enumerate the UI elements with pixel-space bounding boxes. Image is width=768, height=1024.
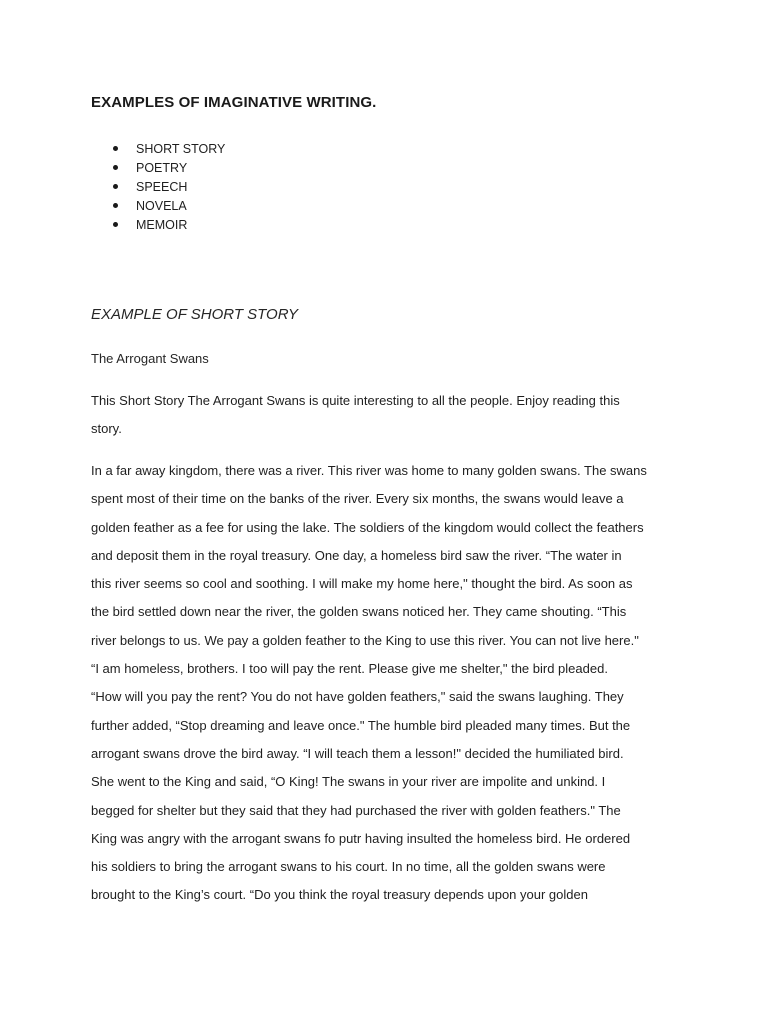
story-title: The Arrogant Swans — [91, 351, 209, 366]
story-paragraph — [91, 461, 691, 914]
list-item-label: SHORT STORY — [136, 142, 226, 156]
text-line: brought to the King’s court. “Do you think the royal treasury depends upon your golden — [91, 887, 588, 903]
text-line: “I am homeless, brothers. I too will pay the rent. Please give me shelter," the bird pleaded. — [91, 661, 608, 677]
bullet-icon — [113, 184, 118, 189]
bullet-icon — [113, 203, 118, 208]
intro-paragraph — [91, 391, 691, 448]
text-line: further added, “Stop dreaming and leave once." The humble bird pleaded many times. But the — [91, 717, 631, 733]
text-line: his soldiers to bring the arrogant swans to his court. In no time, all the golden swans were — [91, 859, 606, 875]
bullet-icon — [113, 165, 118, 170]
bullet-icon — [113, 222, 118, 227]
list-item-label: MEMOIR — [136, 218, 188, 232]
document-heading: EXAMPLES OF IMAGINATIVE WRITING. — [91, 94, 377, 111]
text-line: the bird settled down near the river, the golden swans noticed her. They came shouting. “This — [91, 604, 627, 620]
text-line: river belongs to us. We pay a golden feather to the King to use this river. You can not live here." — [91, 632, 639, 648]
list-item-label: SPEECH — [136, 180, 188, 194]
text-line: She went to the King and said, “O King! The swans in your river are impolite and unkind. I — [91, 774, 606, 790]
text-line: begged for shelter but they said that they had purchased the river with golden feathers." The — [91, 802, 621, 818]
list-item-label: POETRY — [136, 161, 188, 175]
text-line: story. — [91, 421, 122, 437]
text-line: King was angry with the arrogant swans fo putr having insulted the homeless bird. He ordered — [91, 830, 631, 846]
text-line: arrogant swans drove the bird away. “I will teach them a lesson!" decided the humiliated bird. — [91, 745, 624, 761]
text-line: this river seems so cool and soothing. I will make my home here," thought the bird. As soon as — [91, 576, 633, 592]
text-line: “How will you pay the rent? You do not have golden feathers," said the swans laughing. They — [91, 689, 624, 705]
text-line: golden feather as a fee for using the lake. The soldiers of the kingdom would collect the feathers — [91, 519, 644, 535]
bullet-icon — [113, 146, 118, 151]
text-line: and deposit them in the royal treasury. One day, a homeless bird saw the river. “The water in — [91, 547, 622, 563]
list-item-label: NOVELA — [136, 199, 187, 213]
text-line: This Short Story The Arrogant Swans is quite interesting to all the people. Enjoy reading this — [91, 393, 620, 408]
text-line: spent most of their time on the banks of the river. Every six months, the swans would leave a — [91, 491, 624, 507]
text-line: In a far away kingdom, there was a river. This river was home to many golden swans. The swans — [91, 463, 647, 478]
section-subheading: EXAMPLE OF SHORT STORY — [91, 306, 298, 323]
